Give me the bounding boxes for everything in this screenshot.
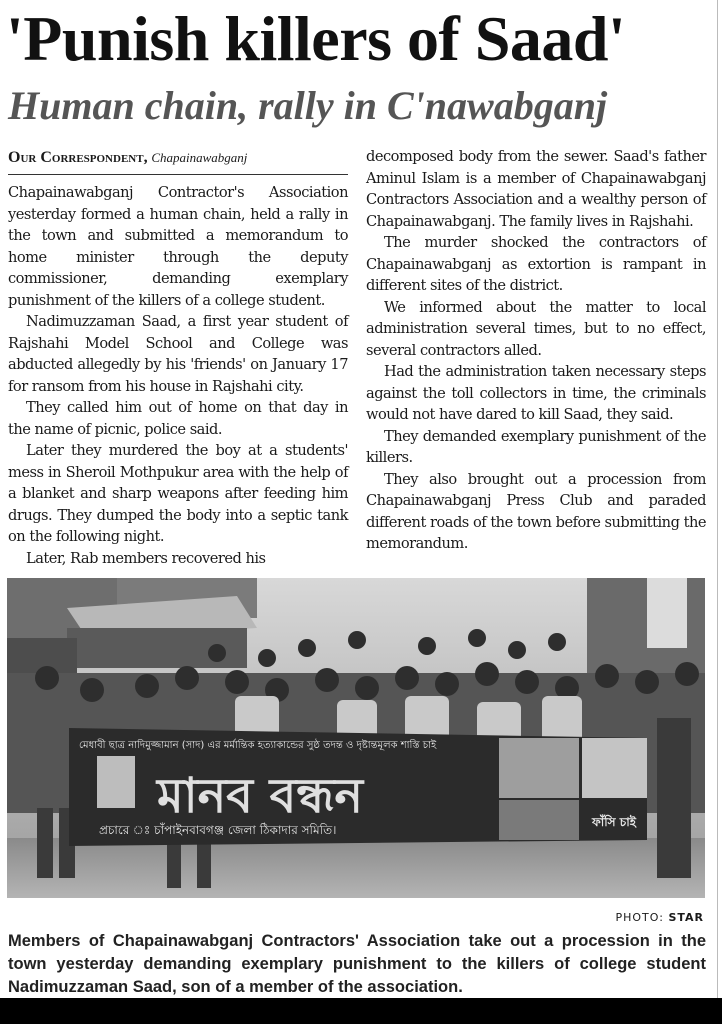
photo-credit-source: STAR bbox=[668, 911, 704, 924]
article-paragraph: They demanded exemplary punishment of the killers. bbox=[366, 427, 706, 466]
banner-main-text: মানব বন্ধন bbox=[157, 768, 364, 824]
banner-bottom-text: প্রচারে ঃ চাঁপাইনবাবগঞ্জ জেলা ঠিকাদার সমিতি। bbox=[99, 823, 337, 837]
article-column-1 bbox=[8, 182, 348, 569]
article-paragraph: Chapainawabganj Contractor's Association yesterday formed a human chain, held a rally in the town and submitted a memorandum to home minister through the deputy commissioner, demanding exemplary punishment of the killers of a college student. bbox=[8, 184, 348, 309]
photo-credit bbox=[615, 911, 704, 924]
article-paragraph: Had the administration taken necessary steps against the toll collectors in time, the criminals would not have dared to kill Saad, they said. bbox=[366, 363, 706, 423]
banner-top-text: মেধাবী ছাত্র নাদিমুজ্জামান (সাদ) এর মর্মান্তিক হত্যাকান্ডের সুষ্ঠ তদন্ত ও দৃষ্টান্তমূলক শাস্তি চাই bbox=[79, 740, 437, 751]
article-paragraph: We informed about the matter to local administration several times, but to no effect, several contractors alled. bbox=[366, 298, 706, 359]
article-paragraph: Later, Rab members recovered his bbox=[26, 549, 266, 567]
article-paragraph: decomposed body from the sewer. Saad's father Aminul Islam is a member of Chapainawabganj Contractors Association and a wealthy person of Chapainawabganj. The family lives in Rajshahi. bbox=[366, 148, 706, 230]
article-paragraph: The murder shocked the contractors of Chapainawabganj as extortion is rampant in different sites of the district. bbox=[366, 234, 706, 294]
article-paragraph: Nadimuzzaman Saad, a first year student of Rajshahi Model School and College was abducted allegedly by his 'friends' on January 17 for ransom from his house in Rajshahi city. bbox=[8, 313, 348, 395]
article-column-2 bbox=[366, 146, 706, 555]
article-paragraph: They also brought out a procession from Chapainawabganj Press Club and paraded different roads of the town before submitting the memorandum. bbox=[366, 470, 706, 552]
news-photo bbox=[7, 578, 705, 898]
article-paragraph: Later they murdered the boy at a students' mess in Sheroil Mothpukur area with the help of a blanket and sharp weapons after feeding him drugs. They dumped the body into a septic tank on the following night. bbox=[8, 442, 348, 545]
byline-place: Chapainawabganj bbox=[151, 150, 248, 165]
byline-author: Our Correspondent, bbox=[8, 149, 148, 166]
subheadline: Human chain, rally in C'nawabganj bbox=[8, 83, 608, 128]
bottom-bar bbox=[0, 998, 722, 1024]
article-paragraph: They called him out of home on that day in the name of picnic, police said. bbox=[8, 399, 348, 438]
photo-credit-label: PHOTO: bbox=[615, 911, 664, 924]
headline: 'Punish killers of Saad' bbox=[6, 3, 626, 74]
photo-caption: Members of Chapainawabganj Contractors' Association take out a procession in the town yesterday demanding exemplary punishment to the killers of college student Nadimuzzaman Saad, son of a member of the association. bbox=[8, 932, 706, 996]
byline bbox=[8, 148, 348, 175]
page-edge-rule bbox=[717, 0, 718, 998]
banner-right-text: ফাঁসি চাই bbox=[592, 815, 636, 829]
